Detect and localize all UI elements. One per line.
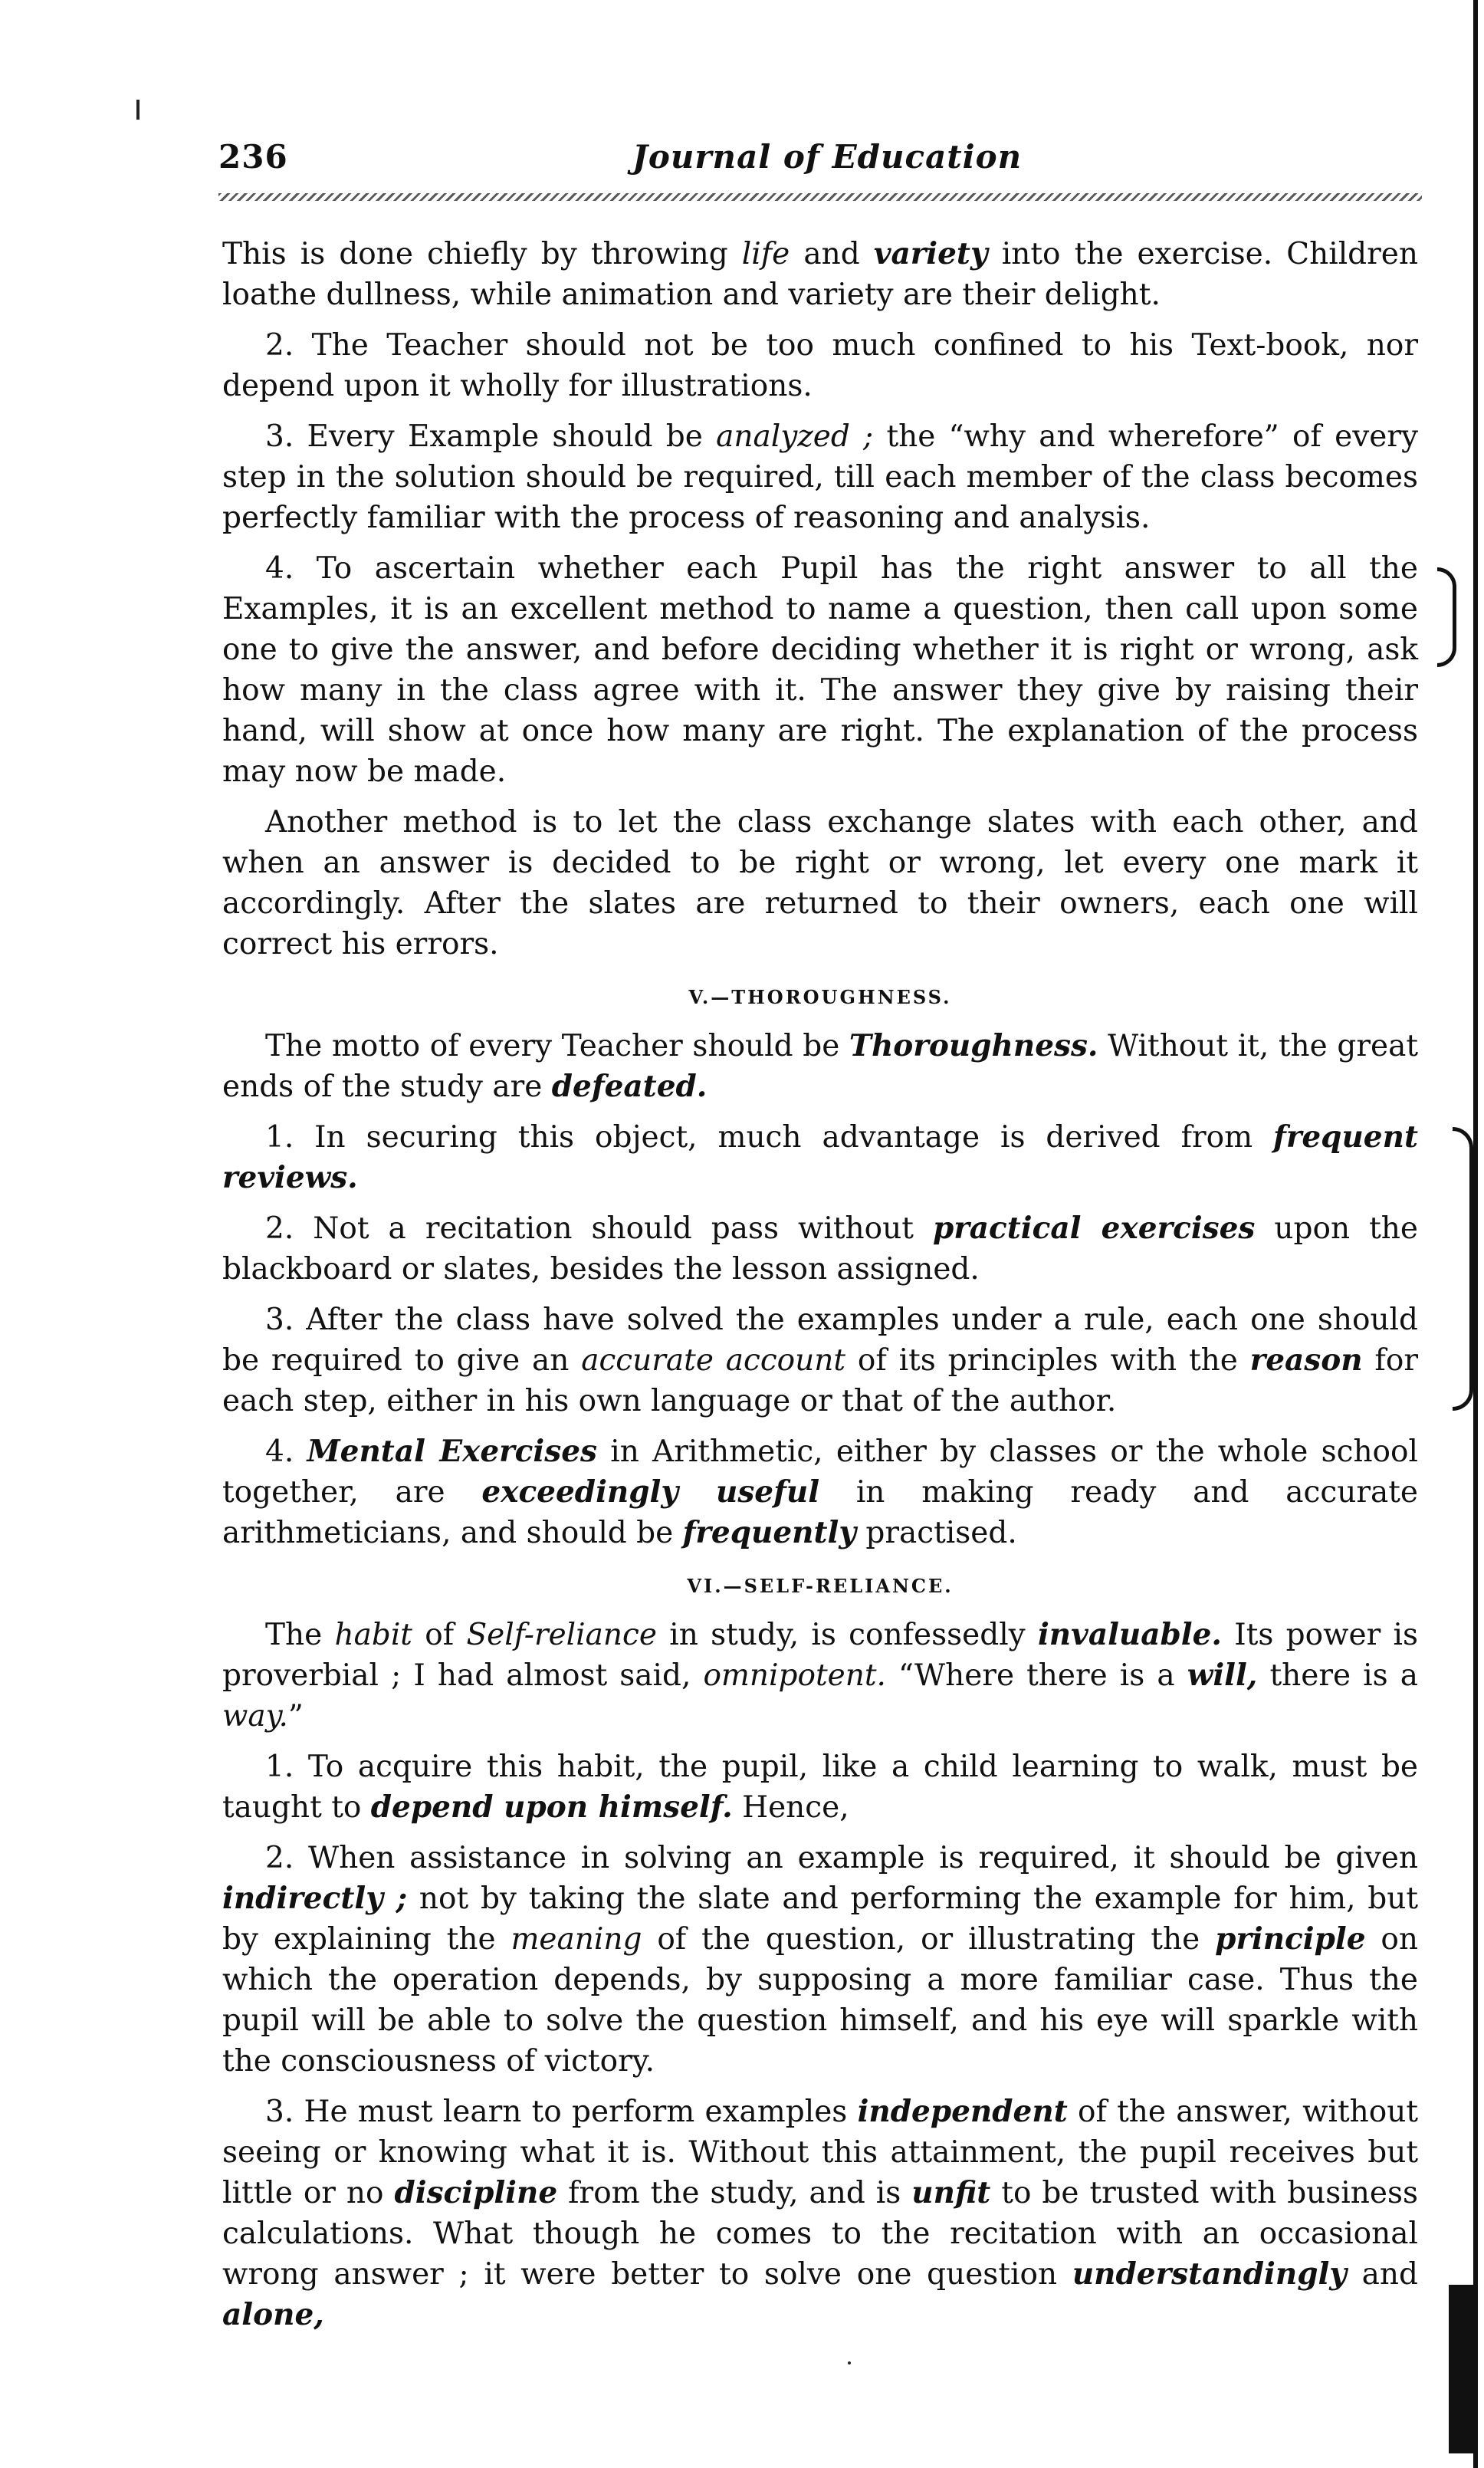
paragraph-2: 2. The Teacher should not be too much confined to his Text-book, nor depend upon it wholly for illustrations. [222,328,1418,403]
print-speck [848,2361,851,2364]
section-heading-self-reliance: VI.—SELF-RELIANCE. [687,1575,954,1597]
running-title: Journal of Education [632,138,1023,176]
paragraph-6: The motto of every Teacher should be Thoroughness. Without it, the great ends of the study are defeated. [222,1028,1418,1104]
header-rule [218,193,1422,201]
paragraph-5: Another method is to let the class exchange slates with each other, and when an answer is decided to be right or wrong, let every one mark it accordingly. After the slates are returned to their owners, each one will correct his errors. [222,805,1418,961]
paragraph-12: 1. To acquire this habit, the pupil, like a child learning to walk, must be taught to depend upon himself. Hence, [222,1750,1418,1825]
margin-bracket-upper [1437,567,1456,667]
page-number: 236 [218,138,288,176]
paragraph-13: 2. When assistance in solving an example is required, it should be given indirectly ; not by taking the slate and performing the example for him, but by explaining the meaning of the question, or illustrating the principle on which the operation depends, by supposing a more familiar case. Thus the pupil will be able to solve the question himself, and his eye will sparkle with the consciousness of victory. [222,1841,1419,2079]
paragraph-1: This is done chiefly by throwing life and variety into the exercise. Children loathe dullness, while animation and variety are their delight. [222,236,1418,312]
page-header [218,138,1422,199]
paragraph-10: 4. Mental Exercises in Arithmetic, either by classes or the whole school together, are exceedingly useful in making ready and accurate arithmeticians, and should be frequently practised. [222,1434,1418,1550]
paragraph-9: 3. After the class have solved the examples under a rule, each one should be required to give an accurate account of its principles with the reason for each step, either in his own language or that of the author. [222,1303,1418,1418]
margin-bracket-lower [1453,1127,1473,1411]
paragraph-3: 3. Every Example should be analyzed ; the “why and wherefore” of every step in the solution should be required, till each member of the class becomes perfectly familiar with the process of reasoning and analysis. [222,419,1418,535]
article-body [222,234,1418,2345]
paragraph-11: The habit of Self-reliance in study, is confessedly invaluable. Its power is proverbial ; I had almost said, omnipotent. “Where there is a will, there is a way.” [222,1617,1418,1734]
bottom-edge-rule [1449,2285,1473,2453]
paragraph-14: 3. He must learn to perform examples independent of the answer, without seeing or knowing what it is. Without this attainment, the pupil receives but little or no discipline from the study, and is unfit to be trusted with business calculations. What though he comes to the recitation with an occasional wrong answer ; it were better to solve one question understandingly and alone, [222,2094,1419,2332]
scan-mark [136,100,140,120]
right-edge-rule [1473,0,1478,2468]
paragraph-7: 1. In securing this object, much advantage is derived from frequent reviews. [222,1119,1418,1195]
paragraph-4: 4. To ascertain whether each Pupil has the right answer to all the Examples, it is an excellent method to name a question, then call upon some one to give the answer, and before deciding whether it is right or wrong, ask how many in the class agree with it. The answer they give by raising their hand, will show at once how many are right. The explanation of the process may now be made. [222,551,1418,789]
section-heading-thoroughness: V.—THOROUGHNESS. [688,986,952,1008]
paragraph-8: 2. Not a recitation should pass without practical exercises upon the blackboard or slates, besides the lesson assigned. [222,1211,1418,1287]
